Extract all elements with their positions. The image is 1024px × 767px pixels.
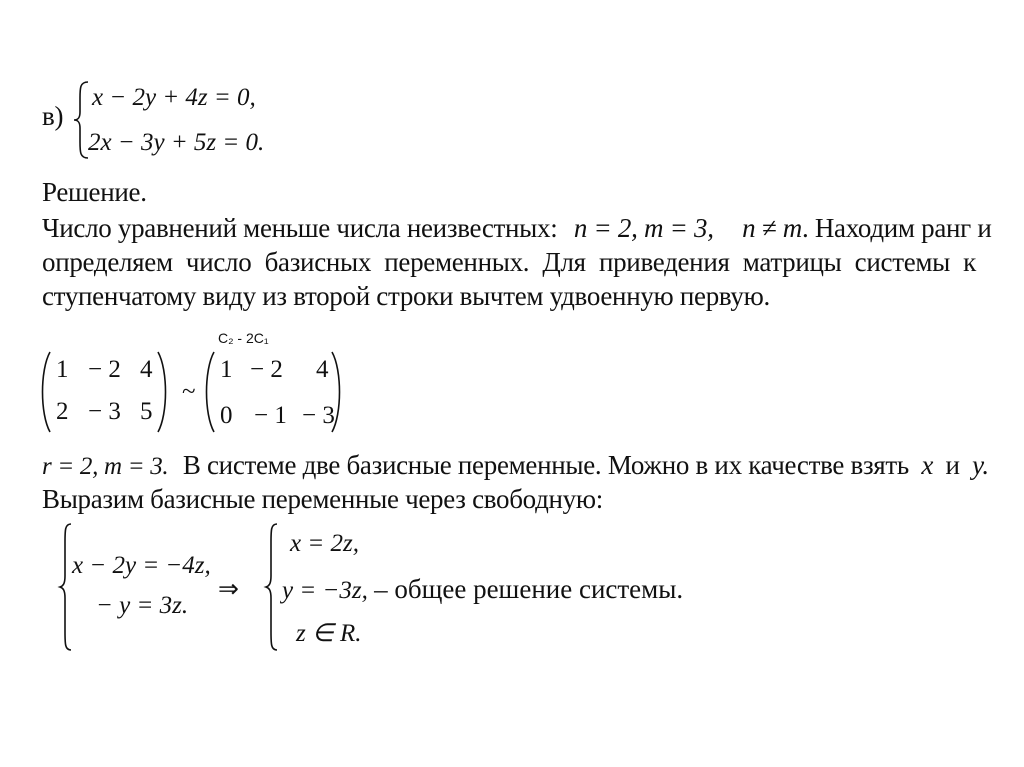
result-eq2-text: – общее решение системы.: [374, 574, 684, 604]
result-eq1: x = 2z,: [290, 530, 359, 557]
left-matrix-cell: − 3: [88, 398, 121, 425]
left-matrix-cell: 1: [56, 356, 69, 383]
left-matrix-paren-open: [38, 350, 52, 434]
implies-arrow: ⇒: [218, 576, 239, 603]
solution-line1-math: n = 2, m = 3,: [573, 213, 714, 243]
problem-label: в): [42, 101, 64, 131]
result-eq3: z ∈ R.: [296, 620, 362, 647]
final-sys-eq2: − y = 3z.: [96, 592, 189, 619]
row-operation: C₂ - 2C₁: [218, 330, 269, 346]
rank-and: и: [945, 450, 960, 480]
result-brace: [264, 522, 280, 652]
solution-line1-text: Число уравнений меньше числа неизвестных:: [42, 213, 558, 243]
right-matrix-paren-open: [202, 350, 216, 434]
left-matrix-cell: 5: [140, 398, 153, 425]
left-matrix-paren-close: [156, 350, 170, 434]
right-matrix-paren-close: [330, 350, 344, 434]
final-sys-eq1: x − 2y = −4z,: [72, 552, 211, 579]
right-matrix-cell: − 2: [250, 356, 283, 383]
solution-line1-neq: n ≠ m: [742, 213, 802, 243]
problem-eq1: x − 2y + 4z = 0,: [92, 84, 256, 111]
rank-line1: [42, 450, 989, 481]
result-eq2: [282, 574, 683, 605]
left-matrix-cell: − 2: [88, 356, 121, 383]
right-matrix-cell: 4: [316, 356, 329, 383]
solution-line1: [42, 213, 992, 244]
solution-line2: определяем число базисных переменных. Для приведения матрицы системы к: [42, 247, 976, 277]
rank-text: В системе две базисные переменные. Можно в их качестве взять: [182, 450, 909, 480]
left-matrix-cell: 4: [140, 356, 153, 383]
left-matrix-cell: 2: [56, 398, 69, 425]
problem-eq2: 2x − 3y + 5z = 0.: [88, 129, 265, 156]
rank-var-x: x: [921, 450, 934, 480]
right-matrix-cell: − 1: [254, 402, 287, 429]
equivalence-tilde: ~: [182, 378, 196, 405]
right-matrix-cell: − 3: [302, 402, 335, 429]
result-eq2-math: y = −3z,: [282, 577, 368, 604]
right-matrix-cell: 1: [220, 356, 233, 383]
rank-var-y: y.: [972, 450, 989, 480]
final-system-brace: [58, 522, 74, 652]
solution-line1-tail: . Находим ранг и: [801, 213, 992, 243]
right-matrix-cell: 0: [220, 402, 233, 429]
rank-math: r = 2, m = 3.: [42, 453, 169, 480]
rank-line2: Выразим базисные переменные через свободную:: [42, 484, 603, 514]
solution-line3: ступенчатому виду из второй строки вычтем удвоенную первую.: [42, 281, 770, 311]
solution-heading: Решение.: [42, 177, 147, 207]
